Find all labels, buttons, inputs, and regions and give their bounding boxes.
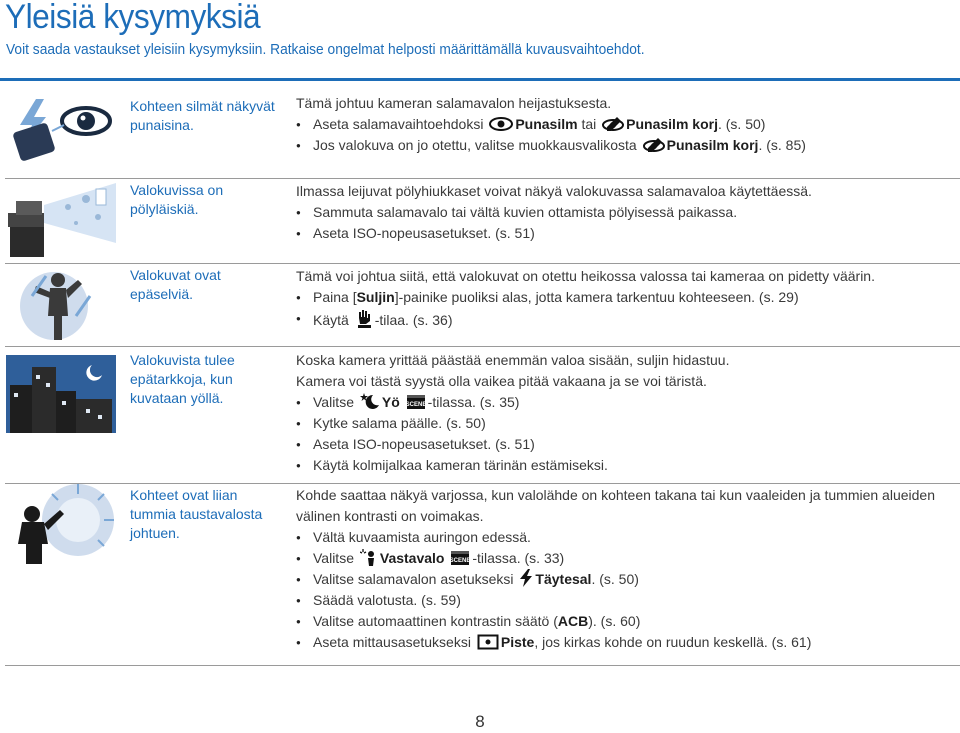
problem-text: Valokuvissa on pölyläiskiä. bbox=[130, 182, 224, 217]
solution-bullet: ● Sammuta salamavalo tai vältä kuvien ottamista pölyisessä paikassa. bbox=[296, 202, 956, 223]
faq-row-blurry bbox=[0, 264, 960, 347]
spot-metering-icon bbox=[477, 634, 499, 650]
scene-icon bbox=[406, 393, 426, 410]
night-icon bbox=[360, 392, 380, 410]
scene-icon bbox=[450, 549, 470, 566]
solution-intro: Ilmassa leijuvat pölyhiukkaset voivat näkyä valokuvassa salamavaloa käytettäessä. bbox=[296, 183, 812, 199]
solution-bullet: ● Vältä kuvaamista auringon edessä. bbox=[296, 527, 956, 548]
dust-illustration bbox=[6, 183, 116, 261]
solution-bullet: ● Valitse Vastavalo SCENE -tilassa. (s. 33) bbox=[296, 548, 956, 569]
solution-bullet: ● Kytke salama päälle. (s. 50) bbox=[296, 413, 956, 434]
solution-intro: Kamera voi tästä syystä olla vaikea pitää vakaana ja se voi täristä. bbox=[296, 373, 707, 389]
solution-bullet: ● Aseta mittausasetukseksi Piste, jos kirkas kohde on ruudun keskellä. (s. 61) bbox=[296, 632, 956, 653]
solution-bullet: ● Säädä valotusta. (s. 59) bbox=[296, 590, 956, 611]
problem-text: Kohteet ovat liian tummia taustavalosta johtuen. bbox=[130, 487, 263, 541]
faq-row-backlight bbox=[0, 484, 960, 666]
anti-shake-icon bbox=[355, 308, 373, 328]
solution-bullet: ● Käytä -tilaa. (s. 36) bbox=[296, 308, 956, 331]
solution-bullet: ● Aseta ISO-nopeusasetukset. (s. 51) bbox=[296, 434, 956, 455]
problem-text: Kohteen silmät näkyvät punaisina. bbox=[130, 98, 275, 133]
solution-intro: Kohde saattaa näkyä varjossa, kun valolähde on kohteen takana tai kun vaaleiden ja tummien alueiden välinen kontrasti on voimakas. bbox=[296, 487, 935, 524]
solution-bullet: ● Valitse automaattinen kontrastin säätö (ACB). (s. 60) bbox=[296, 611, 956, 632]
svg-text:SCENE: SCENE bbox=[405, 402, 426, 408]
row-divider bbox=[5, 665, 960, 666]
solution-bullet: ● Aseta ISO-nopeusasetukset. (s. 51) bbox=[296, 223, 956, 244]
svg-text:SCENE: SCENE bbox=[450, 558, 471, 564]
solution-bullet: ● Valitse salamavalon asetukseksi Täytesal. (s. 50) bbox=[296, 569, 956, 590]
page-subtitle: Voit saada vastaukset yleisiin kysymyksiin. Ratkaise ongelmat helposti määrittämällä kuvausvaihtoehdot. bbox=[6, 42, 645, 58]
red-eye-illustration bbox=[6, 91, 116, 169]
faq-row-night bbox=[0, 347, 960, 484]
page-title: Yleisiä kysymyksiä bbox=[5, 0, 261, 36]
blurry-illustration bbox=[6, 266, 116, 344]
fill-flash-icon bbox=[519, 569, 533, 587]
red-eye-fix-icon bbox=[643, 137, 665, 153]
red-eye-icon bbox=[489, 116, 513, 132]
solution-bullet: ● Käytä kolmijalkaa kameran tärinän estämiseksi. bbox=[296, 455, 956, 476]
faq-row-red-eye bbox=[0, 81, 960, 179]
faq-row-dust bbox=[0, 179, 960, 264]
solution-bullet: ● Valitse Yö SCENE -tilassa. (s. 35) bbox=[296, 392, 956, 413]
red-eye-fix-icon bbox=[602, 116, 624, 132]
night-illustration bbox=[6, 355, 116, 433]
solution-intro: Koska kamera yrittää päästää enemmän valoa sisään, suljin hidastuu. bbox=[296, 352, 730, 368]
problem-text: Valokuvat ovat epäselviä. bbox=[130, 267, 221, 302]
problem-text: Valokuvista tulee epätarkkoja, kun kuvataan yöllä. bbox=[130, 352, 235, 406]
backlight-icon bbox=[360, 548, 378, 566]
backlight-illustration bbox=[6, 484, 116, 564]
solution-intro: Tämä voi johtua siitä, että valokuvat on otettu heikossa valossa tai kameraa on pidetty väärin. bbox=[296, 268, 875, 284]
page-number: 8 bbox=[475, 712, 485, 731]
solution-intro: Tämä johtuu kameran salamavalon heijastuksesta. bbox=[296, 95, 612, 111]
solution-bullet: ● Paina [Suljin]-painike puoliksi alas, jotta kamera tarkentuu kohteeseen. (s. 29) bbox=[296, 287, 956, 308]
solution-bullet: ● Aseta salamavaihtoehdoksi Punasilm tai Punasilm korj. (s. 50) bbox=[296, 114, 956, 135]
solution-bullet: ● Jos valokuva on jo otettu, valitse muokkausvalikosta Punasilm korj. (s. 85) bbox=[296, 135, 956, 156]
